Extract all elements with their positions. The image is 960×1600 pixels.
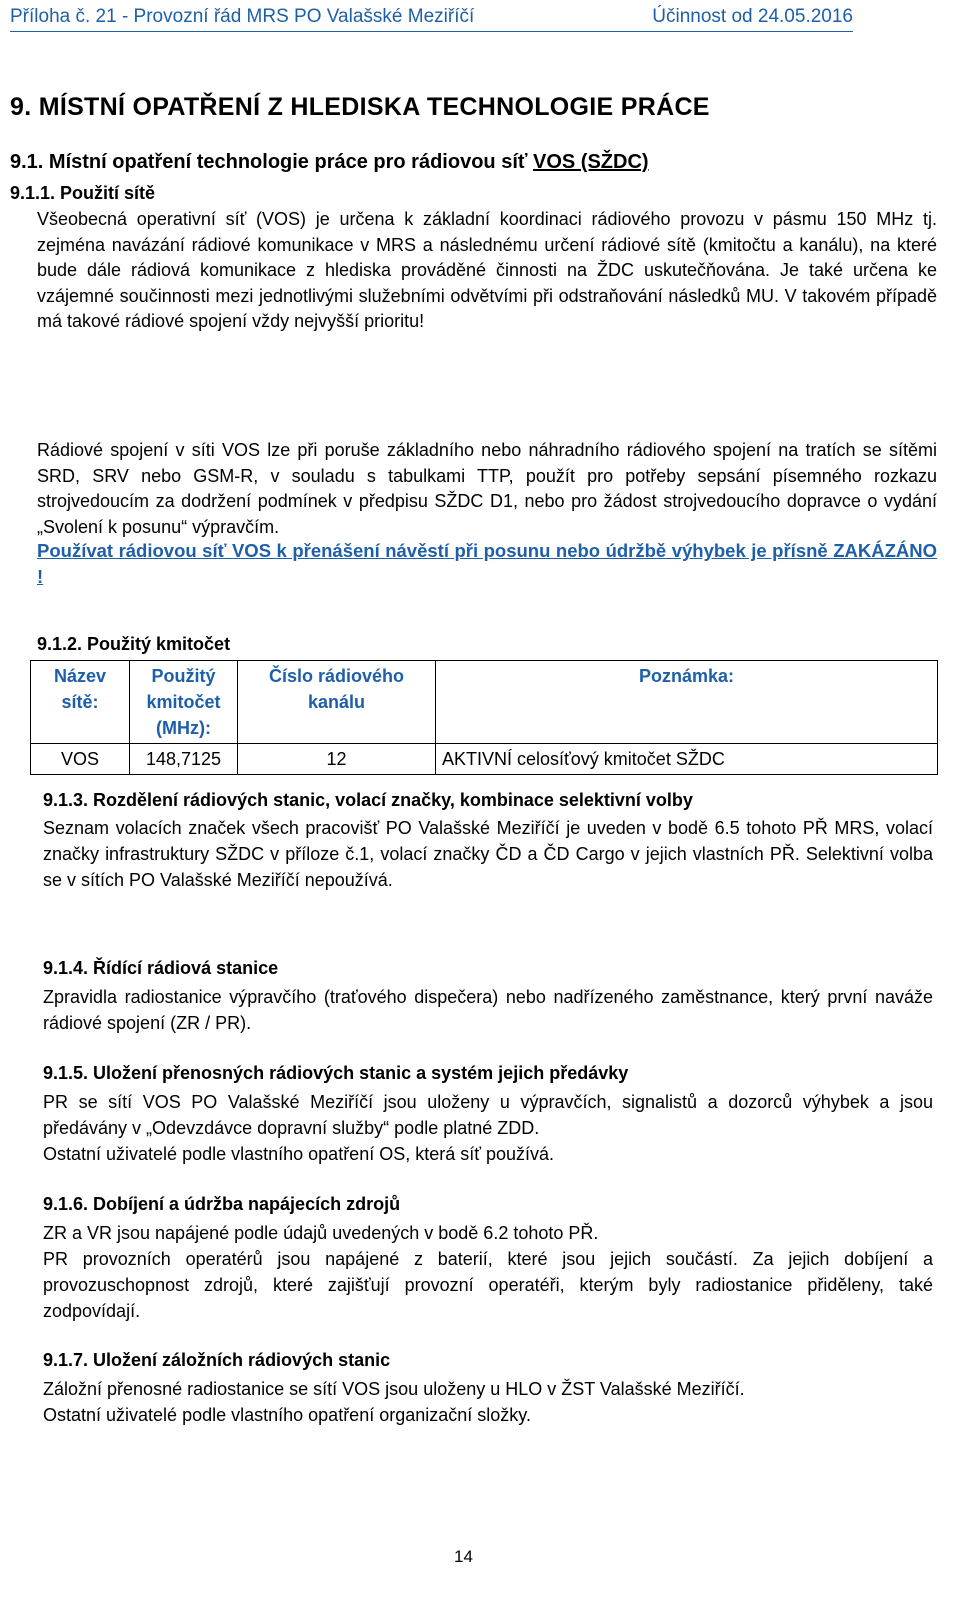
frequency-table xyxy=(30,660,938,775)
subsection-917-line-2: Ostatní uživatelé podle vlastního opatření organizační složky. xyxy=(43,1405,531,1425)
subsection-915-line-1: PR se sítí VOS PO Valašské Meziříčí jsou uloženy u výpravčích, signalistů a dozorců výhybek a jsou předávány v „Odevzdávce dopravní služby“ podle platné ZDD. xyxy=(43,1092,933,1138)
prohibition-warning: Používat rádiovou síť VOS k přenášení návěstí při posunu nebo údržbě výhybek je přísně ZAKÁZÁNO ! xyxy=(37,540,937,587)
subsection-915-title: 9.1.5. Uložení přenosných rádiových stanic a systém jejich předávky xyxy=(43,1063,629,1083)
subsection-916-line-1: ZR a VR jsou napájené podle údajů uvedených v bodě 6.2 tohoto PŘ. xyxy=(43,1223,599,1243)
table-row xyxy=(31,744,938,775)
subsection-917-title: 9.1.7. Uložení záložních rádiových stanic xyxy=(43,1350,391,1370)
table-header-row xyxy=(31,661,938,744)
subsection-917-line-1: Záložní přenosné radiostanice se sítí VOS jsou uloženy u HLO v ŽST Valašské Meziříčí. xyxy=(43,1379,745,1399)
cell-channel: 12 xyxy=(238,744,436,775)
cell-network: VOS xyxy=(31,744,130,775)
section-heading xyxy=(10,151,649,174)
column-header-note: Poznámka: xyxy=(436,661,938,744)
subsection-912-title: 9.1.2. Použitý kmitočet xyxy=(37,634,231,654)
page-header xyxy=(10,5,853,32)
header-left-text: Příloha č. 21 - Provozní řád MRS PO Valašské Meziříčí xyxy=(10,6,475,27)
chapter-heading: 9. MÍSTNÍ OPATŘENÍ Z HLEDISKA TECHNOLOGIE PRÁCE xyxy=(10,93,710,121)
section-heading-link: VOS (SŽDC) xyxy=(533,151,649,173)
page-number: 14 xyxy=(454,1547,473,1566)
section-heading-text: 9.1. Místní opatření technologie práce pro rádiovou síť xyxy=(10,151,534,173)
subsection-913-body: Seznam volacích značek všech pracovišť PO Valašské Meziříčí je uveden v bodě 6.5 tohoto PŘ MRS, volací značky infrastruktury SŽDC v příloze č.1, volací značky ČD a ČD Cargo v jejich vlastních PŘ. Selektivní volba se v sítích PO Valašské Meziříčí nepoužívá. xyxy=(43,818,933,890)
cell-note: AKTIVNÍ celosíťový kmitočet SŽDC xyxy=(436,744,938,775)
column-header-frequency: Použitý kmitočet (MHz): xyxy=(130,661,238,744)
subsection-911-title: 9.1.1. Použití sítě xyxy=(10,183,156,203)
column-header-channel: Číslo rádiového kanálu xyxy=(238,661,436,744)
subsection-914-body: Zpravidla radiostanice výpravčího (traťového dispečera) nebo nadřízeného zaměstnance, který první naváže rádiové spojení (ZR / PR). xyxy=(43,987,933,1033)
header-right-text: Účinnost od 24.05.2016 xyxy=(652,6,853,27)
subsection-914-title: 9.1.4. Řídící rádiová stanice xyxy=(43,958,279,978)
subsection-911-paragraph-2: Rádiové spojení v síti VOS lze při poruše základního nebo náhradního rádiového spojení na tratích se sítěmi SRD, SRV nebo GSM-R, v souladu s tabulkami TTP, použít pro potřeby sepsání písemného rozkazu strojvedoucím za dodržení podmínek v předpisu SŽDC D1, nebo pro žádost strojvedoucího dopravce o vydání „Svolení k posunu“ výpravčím. xyxy=(37,440,937,537)
subsection-916-title: 9.1.6. Dobíjení a údržba napájecích zdrojů xyxy=(43,1194,401,1214)
column-header-network: Název sítě: xyxy=(31,661,130,744)
cell-frequency: 148,7125 xyxy=(130,744,238,775)
subsection-911-paragraph-1: Všeobecná operativní síť (VOS) je určena k základní koordinaci rádiového provozu v pásmu 150 MHz tj. zejména navázání rádiové komunikace v MRS a následnému určení rádiové sítě (kmitočtu a kanálu), na které bude dále rádiová komunikace z hlediska prováděné činnosti na ŽDC uskutečňována. Je také určena ke vzájemné součinnosti mezi jednotlivými služebními odvětvími při odstraňování následků MU. V takovém případě má takové rádiové spojení vždy nejvyšší prioritu! xyxy=(37,209,937,331)
subsection-913-title: 9.1.3. Rozdělení rádiových stanic, volací značky, kombinace selektivní volby xyxy=(43,790,693,810)
subsection-915-line-2: Ostatní uživatelé podle vlastního opatření OS, která síť používá. xyxy=(43,1144,555,1164)
subsection-916-line-2: PR provozních operatérů jsou napájené z baterií, které jsou jejich součástí. Za jejich dobíjení a provozuschopnost zdrojů, které zajišťují provozní operatéři, kterým byly radiostanice přiděleny, také zodpovídají. xyxy=(43,1249,933,1321)
